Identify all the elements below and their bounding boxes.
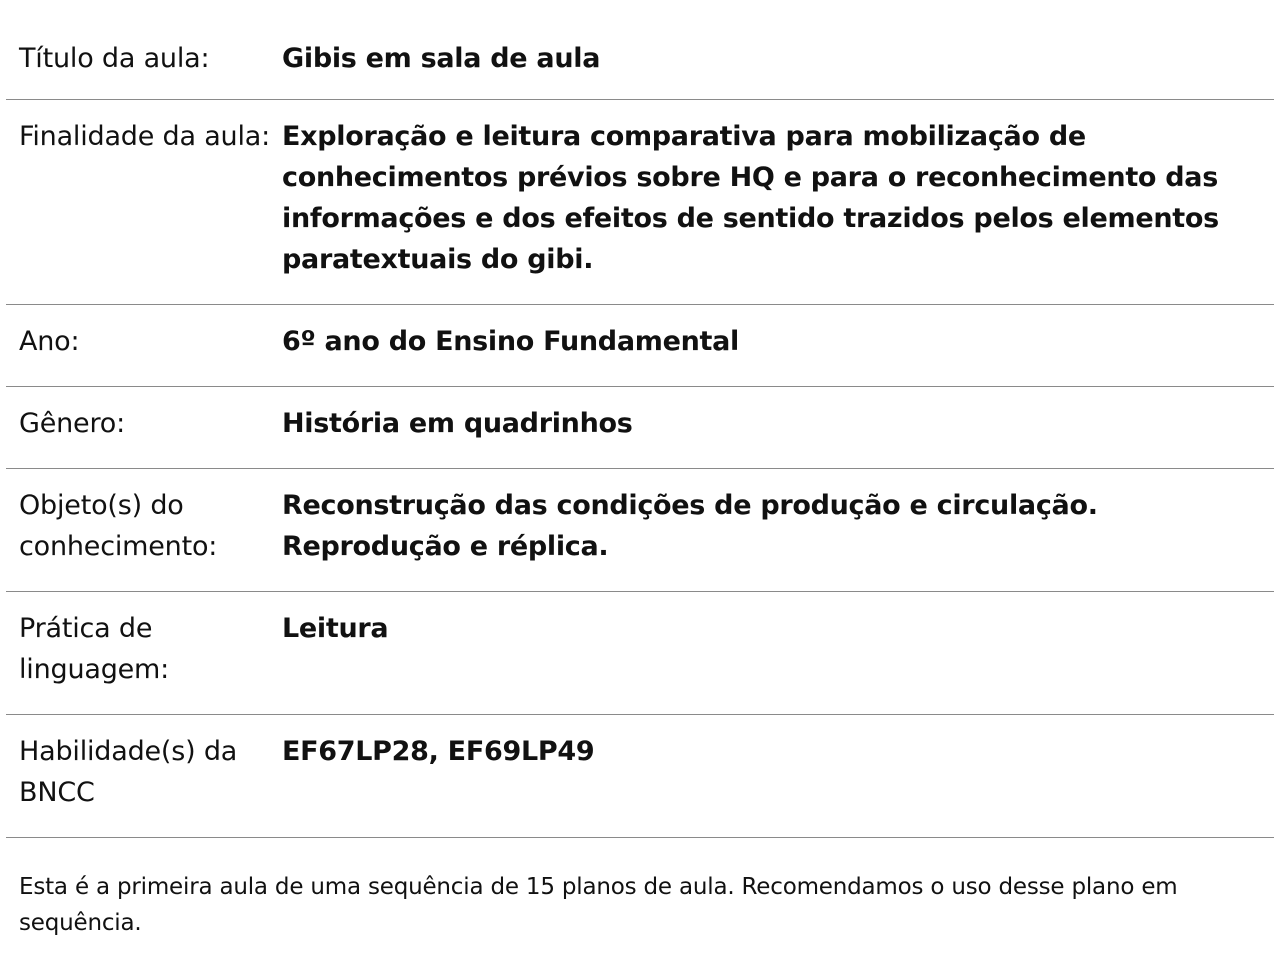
- label-finalidade: Finalidade da aula:: [19, 121, 271, 152]
- label-pratica: Prática de linguagem:: [19, 613, 170, 685]
- value-habilidade: EF67LP28, EF69LP49: [282, 736, 595, 767]
- row-titulo: [6, 22, 1274, 100]
- row-finalidade: [6, 100, 1274, 305]
- row-objeto: [6, 469, 1274, 592]
- label-genero: Gênero:: [19, 408, 125, 439]
- row-pratica: [6, 592, 1274, 715]
- value-ano: 6º ano do Ensino Fundamental: [282, 326, 739, 357]
- label-titulo: Título da aula:: [19, 43, 210, 74]
- label-objeto: Objeto(s) do conhecimento:: [19, 490, 218, 562]
- value-pratica: Leitura: [282, 613, 389, 644]
- row-genero: [6, 387, 1274, 469]
- lesson-info-table: [6, 22, 1274, 838]
- label-ano: Ano:: [19, 326, 80, 357]
- value-genero: História em quadrinhos: [282, 408, 633, 439]
- row-ano: [6, 305, 1274, 387]
- value-finalidade: Exploração e leitura comparativa para mobilização de conhecimentos prévios sobre HQ e para o reconhecimento das informações e dos efeitos de sentido trazidos pelos elementos paratextuais do gibi.: [282, 121, 1219, 275]
- sequence-footnote: Esta é a primeira aula de uma sequência de 15 planos de aula. Recomendamos o uso desse plano em sequência.: [19, 874, 1178, 936]
- row-habilidade: [6, 715, 1274, 838]
- value-objeto: Reconstrução das condições de produção e circulação. Reprodução e réplica.: [282, 490, 1098, 562]
- value-titulo: Gibis em sala de aula: [282, 43, 601, 74]
- label-habilidade: Habilidade(s) da BNCC: [19, 736, 238, 808]
